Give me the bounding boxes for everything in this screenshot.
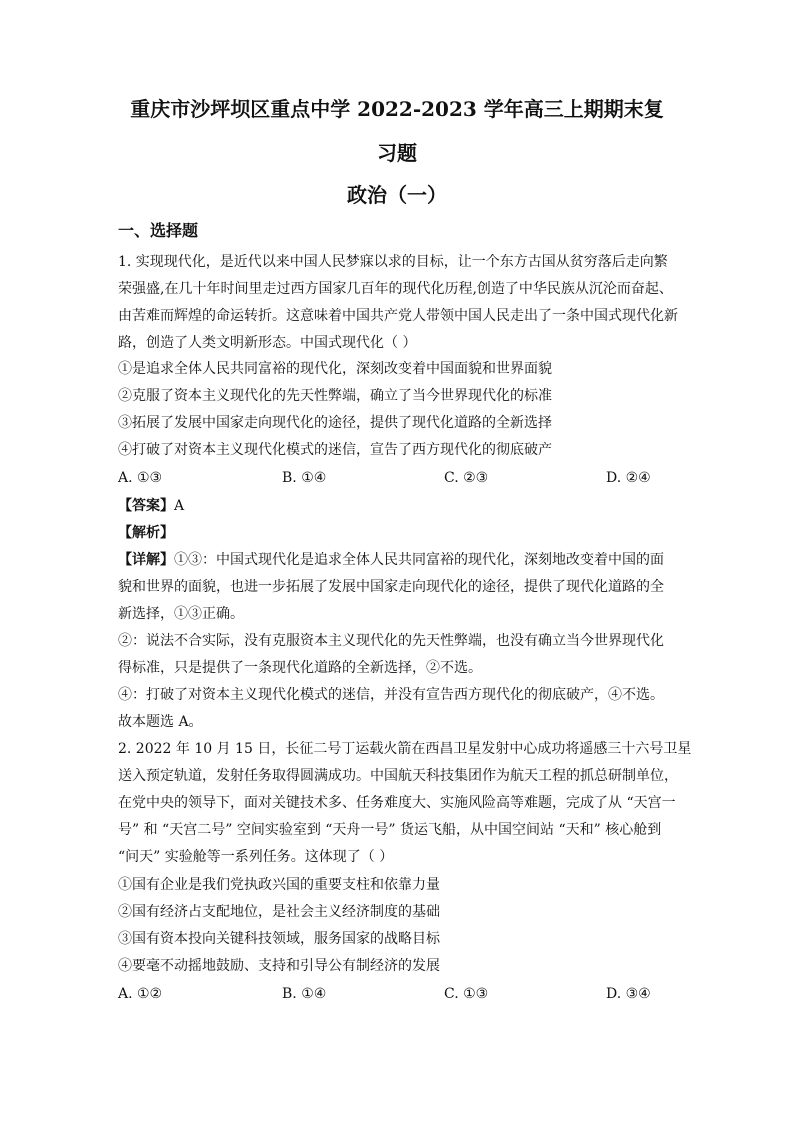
- q1-detail-line: 故本题选 A。: [118, 714, 203, 730]
- analysis-label: 【解析】: [118, 525, 174, 541]
- q2-statement: ②国有经济占支配地位，是社会主义经济制度的基础: [118, 904, 440, 920]
- q2-statement: ①国有企业是我们党执政兴国的重要支柱和依靠力量: [118, 877, 440, 893]
- document-title-line-2: 习题: [377, 141, 417, 165]
- q1-option-b: B. ①④: [282, 470, 327, 486]
- q2-stem-line: 号” 和 “天宫二号” 空间实验室到 “天舟一号” 货运飞船，从中国空间站 “天和” 核心舱到: [118, 822, 662, 838]
- q1-detail-line: 貌和世界的面貌，也进一步拓展了发展中国家走向现代化的途径，提供了现代化道路的全: [118, 579, 664, 595]
- q2-option-a: A. ①②: [118, 986, 163, 1002]
- q1-answer: [118, 497, 688, 515]
- document-subtitle: 政治（一）: [347, 183, 447, 207]
- q1-statement: ④打破了对资本主义现代化模式的迷信，宣告了西方现代化的彻底破产: [118, 442, 552, 458]
- q2-option-b: B. ①④: [282, 986, 327, 1002]
- q1-detail-line: 新选择，①③正确。: [118, 606, 244, 622]
- q1-detail-line: ②：说法不合实际，没有克服资本主义现代化的先天性弊端，也没有确立当今世界现代化: [118, 633, 664, 649]
- answer-value: A: [174, 498, 185, 514]
- q2-statement: ③国有资本投向关键科技领域，服务国家的战略目标: [118, 931, 440, 947]
- q1-statement: ①是追求全体人民共同富裕的现代化，深刻改变着中国面貌和世界面貌: [118, 361, 552, 377]
- q1-stem-line: 由苦难而辉煌的命运转折。这意味着中国共产党人带领中国人民走出了一条中国式现代化新: [118, 308, 678, 324]
- q1-detail-line: [118, 551, 688, 569]
- q1-option-a: A. ①③: [118, 470, 163, 486]
- q1-detail-line: 得标准，只是提供了一条现代化道路的全新选择，②不选。: [118, 660, 482, 676]
- q2-option-c: C. ①③: [444, 986, 489, 1002]
- q1-detail-line: ④：打破了对资本主义现代化模式的迷信，并没有宣告西方现代化的彻底破产，④不选。: [118, 687, 664, 703]
- q1-option-d: D. ②④: [606, 470, 651, 486]
- q2-option-d: D. ③④: [606, 986, 651, 1002]
- document-title-line-1: 重庆市沙坪坝区重点中学 2022-2023 学年高三上期期末复: [130, 97, 664, 121]
- detail-label: 【详解】: [118, 552, 174, 568]
- q2-statement: ④要毫不动摇地鼓励、支持和引导公有制经济的发展: [118, 958, 440, 974]
- q2-stem-line: “问天” 实验舱等一系列任务。这体现了（ ）: [118, 849, 394, 865]
- q1-statement: ②克服了资本主义现代化的先天性弊端，确立了当今世界现代化的标准: [118, 388, 552, 404]
- q1-stem-line: 荣强盛,在几十年时间里走过西方国家几百年的现代化历程,创造了中华民族从沉沦而奋起、: [118, 281, 673, 297]
- answer-label: 【答案】: [118, 498, 174, 514]
- q1-stem-line: 路，创造了人类文明新形态。中国式现代化（ ）: [118, 335, 417, 351]
- q2-stem-line: 在党中央的领导下，面对关键技术多、任务难度大、实施风险高等难题，完成了从 “天宫一: [118, 795, 676, 811]
- section-heading: 一、选择题: [118, 221, 199, 240]
- detail-text: ①③：中国式现代化是追求全体人民共同富裕的现代化，深刻地改变着中国的面: [174, 552, 664, 568]
- q1-statement: ③拓展了发展中国家走向现代化的途径，提供了现代化道路的全新选择: [118, 415, 552, 431]
- q2-stem-line: 送入预定轨道，发射任务取得圆满成功。中国航天科技集团作为航天工程的抓总研制单位，: [118, 768, 678, 784]
- q1-option-c: C. ②③: [444, 470, 489, 486]
- q2-stem-line: 2. 2022 年 10 月 15 日，长征二号丁运载火箭在西昌卫星发射中心成功将遥感三十六号卫星: [118, 741, 692, 757]
- q1-stem-line: 1. 实现现代化，是近代以来中国人民梦寐以求的目标，让一个东方古国从贫穷落后走向繁: [118, 254, 668, 270]
